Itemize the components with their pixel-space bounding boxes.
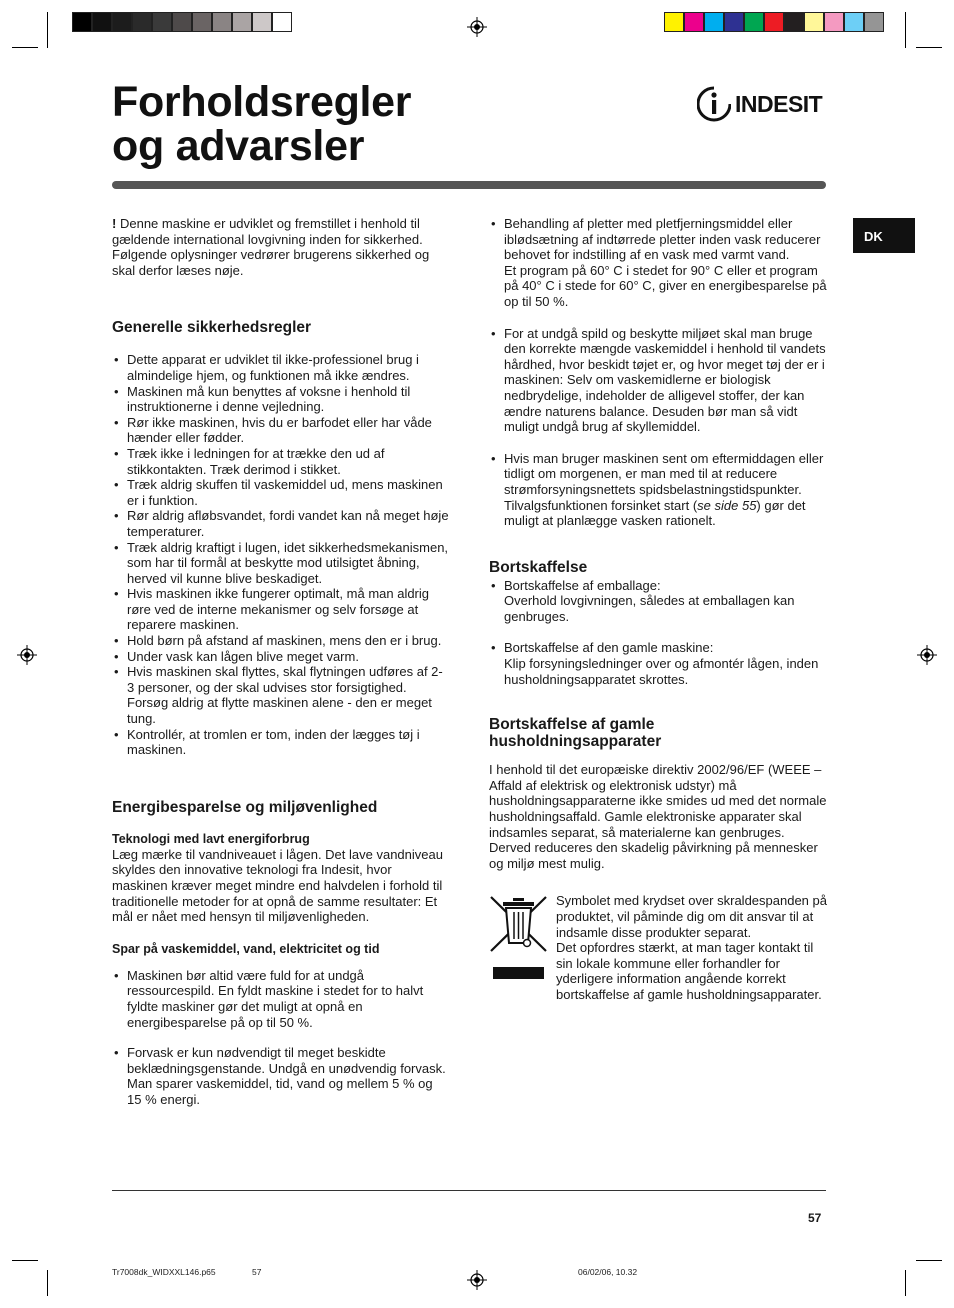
color-swatch [172,12,192,32]
crop-mark [916,1260,942,1261]
crop-mark [12,1260,38,1261]
list-item: • Rør ikke maskinen, hvis du er barfodet eller har våde hænder eller fødder. [112,415,449,446]
list-item-text-part: Hvis man bruger maskinen sent om eftermiddagen eller tidligt om morgenen, er man med til at reducere strømforsyningsnettets spidsbelastningstidspunkter. Tilvalgsfunktionen forsinket start ( [504,450,824,513]
color-swatch [684,12,704,32]
color-swatch [864,12,884,32]
indesit-i-logo-icon [697,86,731,122]
process-color-swatch-bar [664,12,884,32]
color-swatch [664,12,684,32]
grayscale-swatch-bar [72,12,292,32]
footer-file-name: Tr7008dk_WIDXXL146.p65 [112,1267,216,1277]
crop-mark [12,47,38,48]
intro-text: Denne maskine er udviklet og fremstillet i henhold til gældende international lovgivning inden for sikkerhed. Følgende oplysninger vedrører brugerens sikkerhed og skal derfor læses nøje. [112,216,430,278]
color-swatch [744,12,764,32]
brand-logo [697,86,822,122]
page-reference: se side 55 [697,497,757,513]
list-item-text: • For at undgå spild og beskytte miljøet skal man bruge den korrekte mængde vaskemiddel i henhold til vandets hårdhed, hvor beskidt tøjet er, og hvor meget tøj der er i maskinen: Selv om vaskemidlerne er biologisk nedbrydelige, indeholder de alligevel stoffer, der kan ændre naturens balance. Desuden bør man så vidt muligt undgå brug af skyllemiddel. [504,325,826,435]
list-item: • Hvis maskinen ikke fungerer optimalt, må man aldrig røre ved de interne mekanismer og selv forsøge at reparere maskinen. [112,586,449,633]
list-item [489,451,827,529]
list-item: • Kontrollér, at tromlen er tom, inden der lægges tøj i maskinen. [112,727,449,758]
list-item-text: • Bortskaffelse af den gamle maskine: [504,640,714,656]
weee-contact-paragraph: Det opfordres stærkt, at man tager kontakt til sin lokale kommune eller forhandler for yderligere information angående korrekt bortskaffelse af gamle husholdningsapparater. [556,940,822,1002]
weee-symbol-paragraph: Symbolet med krydset over skraldespanden på produktet, vil påminde dig om dit ansvar til at indsamle disse produkter separat. [556,893,827,940]
list-item: • Forvask er kun nødvendigt til meget beskidte beklædningsgenstande. Undgå en unødvendig forvask. Man sparer vaskemiddel, tid, vand og mellem 5 % og 15 % energi. [112,1045,449,1107]
list-item-text: • Bortskaffelse af emballage: [504,577,661,593]
low-energy-technology-text: Læg mærke til vandniveauet i lågen. Det lave vandniveau skyldes den innovative teknologi fra Indesit, hvor maskinen kræver meget mindre end halvdelen i forhold til traditionelle metoder for at opnå de samme resultater: Et mål er nået med hensyn til miljøvenligheden. [112,846,443,925]
warning-mark: ! [112,216,117,231]
list-item: • Rør aldrig afløbsvandet, fordi vandet kan nå meget høje temperaturer. [112,508,449,539]
list-item-text: Overhold lovgivningen, således at emballagen kan genbruges. [504,593,795,624]
color-swatch [764,12,784,32]
color-swatch [152,12,172,32]
weee-symbol-block [489,893,827,1002]
page-number: 57 [808,1211,822,1225]
subheading-save-resources: Spar på vaskemiddel, vand, elektricitet og tid [112,941,380,956]
list-item [489,578,827,625]
list-item-text: Klip forsyningsledninger over og afmontér lågen, inden husholdningsapparatet skrottes. [504,656,819,687]
weee-symbol-text [556,893,827,1002]
list-item: • Maskinen må kun benyttes af voksne i henhold til instruktionerne i denne vejledning. [112,384,449,415]
color-swatch [252,12,272,32]
color-swatch [272,12,292,32]
intro-paragraph [112,216,449,278]
color-swatch [232,12,252,32]
save-resources-list [112,968,449,1108]
disposal-list [489,578,827,688]
list-item: • Træk aldrig skuffen til vaskemiddel ud, mens maskinen er i funktion. [112,477,449,508]
left-column [112,216,449,1108]
list-item [489,216,827,310]
list-item: • Dette apparat er udviklet til ikke-professionel brug i almindelige hjem, og funktionen må ikke ændres. [112,352,449,383]
color-swatch [72,12,92,32]
footer-divider [112,1190,826,1191]
list-item: • Maskinen bør altid være fuld for at undgå ressourcespild. En fyldt maskine i stedet for to halvt fyldte maskiner gør det muligt at opnå en energibesparelse på op til 50 %. [112,968,449,1030]
subheading-low-energy-technology: Teknologi med lavt energiforbrug [112,831,310,846]
section-heading-general-safety: Generelle sikkerhedsregler [112,319,312,337]
color-swatch [92,12,112,32]
registration-mark-icon [467,1270,487,1290]
right-column [489,216,827,1003]
section-heading-weee-disposal: Bortskaffelse af gamle husholdningsapparater [489,716,662,751]
energy-tips-list [489,216,827,529]
list-item-text-part: ) gør det muligt at planlægge vasken rationelt. [504,497,806,529]
list-item: • Træk ikke i ledningen for at trække den ud af stikkontakten. Træk derimod i stikket. [112,446,449,477]
color-swatch [192,12,212,32]
header-divider [112,181,826,189]
color-swatch [112,12,132,32]
color-swatch [824,12,844,32]
section-heading-disposal: Bortskaffelse [489,558,588,576]
general-safety-list [112,352,449,757]
registration-mark-icon [467,17,487,37]
color-swatch [844,12,864,32]
registration-mark-icon [917,645,937,665]
brand-name: INDESIT [735,90,823,117]
color-swatch [784,12,804,32]
crop-mark [905,12,906,48]
title-line-2: og advarsler [112,122,365,170]
list-item: • Hvis maskinen skal flyttes, skal flytningen udføres af 2-3 personer, og der skal udvises stor forsigtighed. Forsøg aldrig at flytte maskinen alene - den er meget tung. [112,664,449,726]
color-swatch [212,12,232,32]
color-swatch [724,12,744,32]
list-item [489,640,827,687]
crop-mark [905,1270,906,1296]
list-item-text [504,451,827,529]
list-item-text: • Behandling af pletter med pletfjerningsmiddel eller iblødsætning af indtørrede pletter inden vask reducerer behovet for indstilling af en vask med varmt vand. [504,216,821,263]
list-item: • Under vask kan lågen blive meget varm. [112,649,449,665]
weee-directive-text: I henhold til det europæiske direktiv 2002/96/EF (WEEE – Affald af elektrisk og elektronisk udstyr) må husholdningsapparaterne ikke smides ud med det normale husholdningsaffald. Gamle elektroniske apparater skal indsamles separat, så materialerne kan genbruges. Derved reduceres den skadelig påvirkning på mennesker og miljø mest mulig. [489,762,827,871]
list-item-text: Et program på 60° C i stedet for 90° C eller et program på 40° C i stede for 60° C, giver en energibesparelse på op til 50 %. [504,262,827,309]
language-tab [853,218,915,253]
footer-date: 06/02/06, 10.32 [578,1267,638,1277]
color-swatch [704,12,724,32]
list-item [489,326,827,435]
footer-page: 57 [252,1267,262,1277]
crop-mark [47,1270,48,1296]
language-tab-label: DK [864,229,883,244]
crop-mark [47,12,48,48]
title-line-1: Forholdsregler [112,78,412,126]
color-swatch [132,12,152,32]
page-title [112,80,411,168]
color-swatch [804,12,824,32]
list-item: • Træk aldrig kraftigt i lugen, idet sikkerhedsmekanismen, som har til formål at beskytte mod utilsigtet åbning, herved vil kunne blive beskadiget. [112,540,449,587]
crossed-out-bin-icon [489,893,548,985]
list-item: • Hold børn på afstand af maskinen, mens den er i brug. [112,633,449,649]
section-heading-energy-saving: Energibesparelse og miljøvenlighed [112,798,378,816]
crop-mark [916,47,942,48]
registration-mark-icon [17,645,37,665]
